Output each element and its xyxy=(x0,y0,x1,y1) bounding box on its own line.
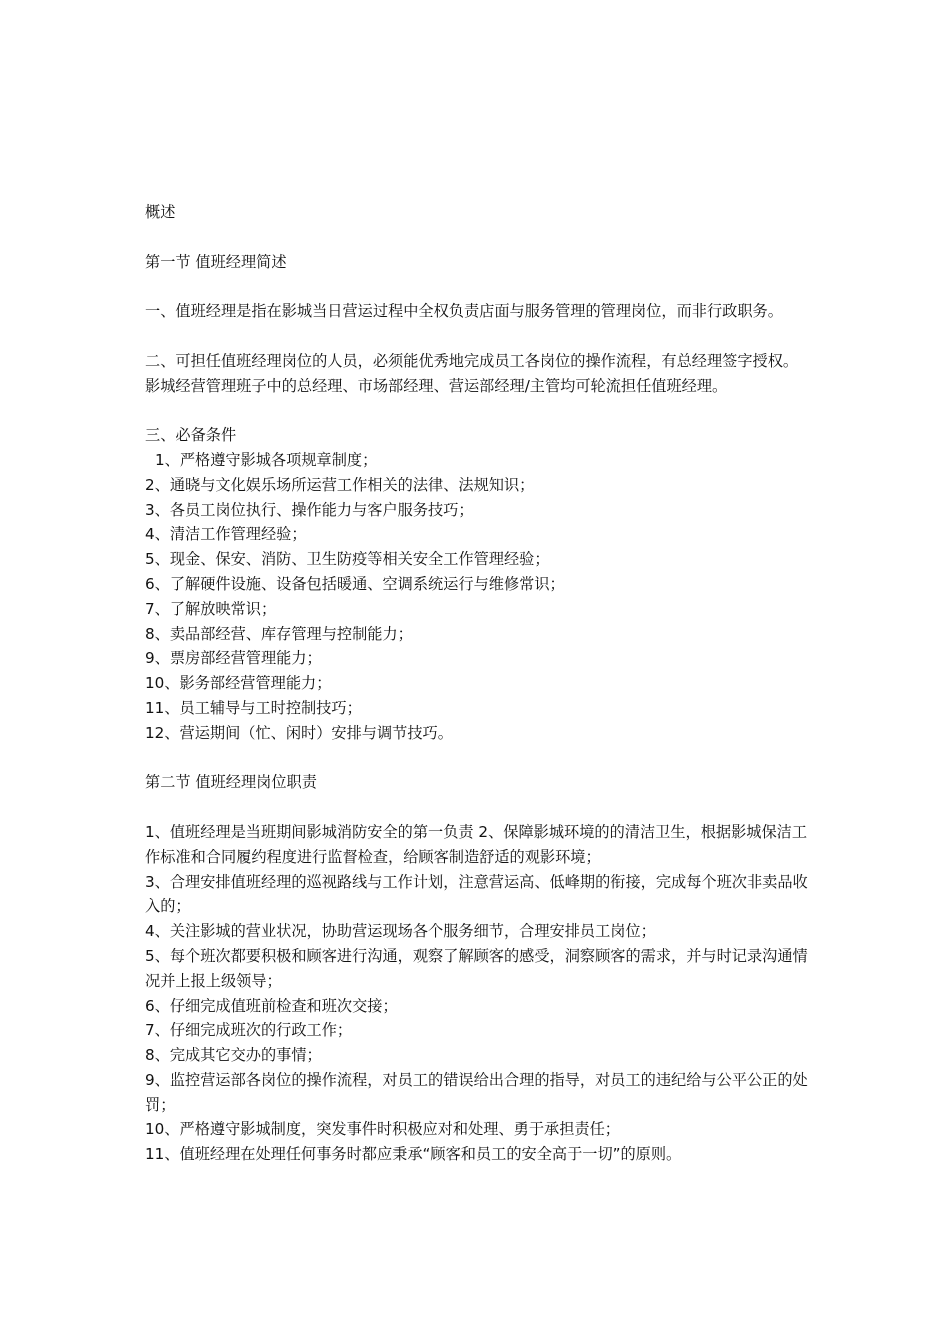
spacer xyxy=(145,324,810,349)
duty-item: 10、严格遵守影城制度，突发事件时积极应对和处理、勇于承担责任； xyxy=(145,1120,620,1139)
condition-item: 6、了解硬件设施、设备包括暖通、空调系统运行与维修常识； xyxy=(145,574,565,593)
duty-item: 6、仔细完成值班前检查和班次交接； xyxy=(145,996,398,1015)
duty-item: 5、每个班次都要积极和顾客进行沟通，观察了解顾客的感受，洞察顾客的需求，并与时记录沟通情况并上报上级领导； xyxy=(145,946,808,990)
spacer xyxy=(145,746,810,771)
duty-item: 9、监控营运部各岗位的操作流程，对员工的错误给出合理的指导，对员工的违纪给与公平公正的处罚； xyxy=(145,1070,808,1114)
section2-title: 第二节 值班经理岗位职责 xyxy=(145,773,317,792)
section1-paragraph-1: 一、值班经理是指在影城当日营运过程中全权负责店面与服务管理的管理岗位，而非行政职务。 xyxy=(145,302,783,321)
condition-item: 9、票房部经营管理能力； xyxy=(145,649,322,668)
section1-paragraph-3-title: 三、必备条件 xyxy=(145,426,237,445)
condition-item: 5、现金、保安、消防、卫生防疫等相关安全工作管理经验； xyxy=(145,550,550,569)
duty-item: 8、完成其它交办的事情； xyxy=(145,1046,322,1065)
condition-item: 7、了解放映常识； xyxy=(145,599,277,618)
condition-item: 11、员工辅导与工时控制技巧； xyxy=(145,698,362,717)
condition-item: 8、卖品部经营、库存管理与控制能力； xyxy=(145,624,413,643)
duty-item: 3、合理安排值班经理的巡视路线与工作计划，注意营运高、低峰期的衔接，完成每个班次非卖品收入的； xyxy=(145,872,808,916)
duty-item: 1、值班经理是当班期间影城消防安全的第一负责 2、保障影城环境的的清洁卫生，根据影城保洁工作标准和合同履约程度进行监督检查，给顾客制造舒适的观影环境； xyxy=(145,822,808,866)
condition-item: 3、各员工岗位执行、操作能力与客户服务技巧； xyxy=(145,500,474,519)
condition-item: 1、严格遵守影城各项规章制度； xyxy=(155,450,378,469)
section1-paragraph-2: 二、可担任值班经理岗位的人员，必须能优秀地完成员工各岗位的操作流程，有总经理签字授权。影城经营管理班子中的总经理、市场部经理、营运部经理/主管均可轮流担任值班经理。 xyxy=(145,351,799,395)
spacer xyxy=(145,398,810,423)
spacer xyxy=(145,225,810,250)
duty-item: 11、值班经理在处理任何事务时都应秉承“顾客和员工的安全高于一切”的原则。 xyxy=(145,1145,682,1164)
condition-item: 12、营运期间（忙、闲时）安排与调节技巧。 xyxy=(145,723,453,742)
duty-item: 7、仔细完成班次的行政工作； xyxy=(145,1021,353,1040)
condition-item: 2、通晓与文化娱乐场所运营工作相关的法律、法规知识； xyxy=(145,475,535,494)
condition-item: 10、影务部经营管理能力； xyxy=(145,674,332,693)
duty-item: 4、关注影城的营业状况，协助营运现场各个服务细节，合理安排员工岗位； xyxy=(145,922,656,941)
spacer xyxy=(145,795,810,820)
section1-title: 第一节 值班经理简述 xyxy=(145,252,287,271)
spacer xyxy=(145,274,810,299)
document-page xyxy=(145,200,810,1167)
condition-item: 4、清洁工作管理经验； xyxy=(145,525,307,544)
overview-heading: 概述 xyxy=(145,203,176,221)
